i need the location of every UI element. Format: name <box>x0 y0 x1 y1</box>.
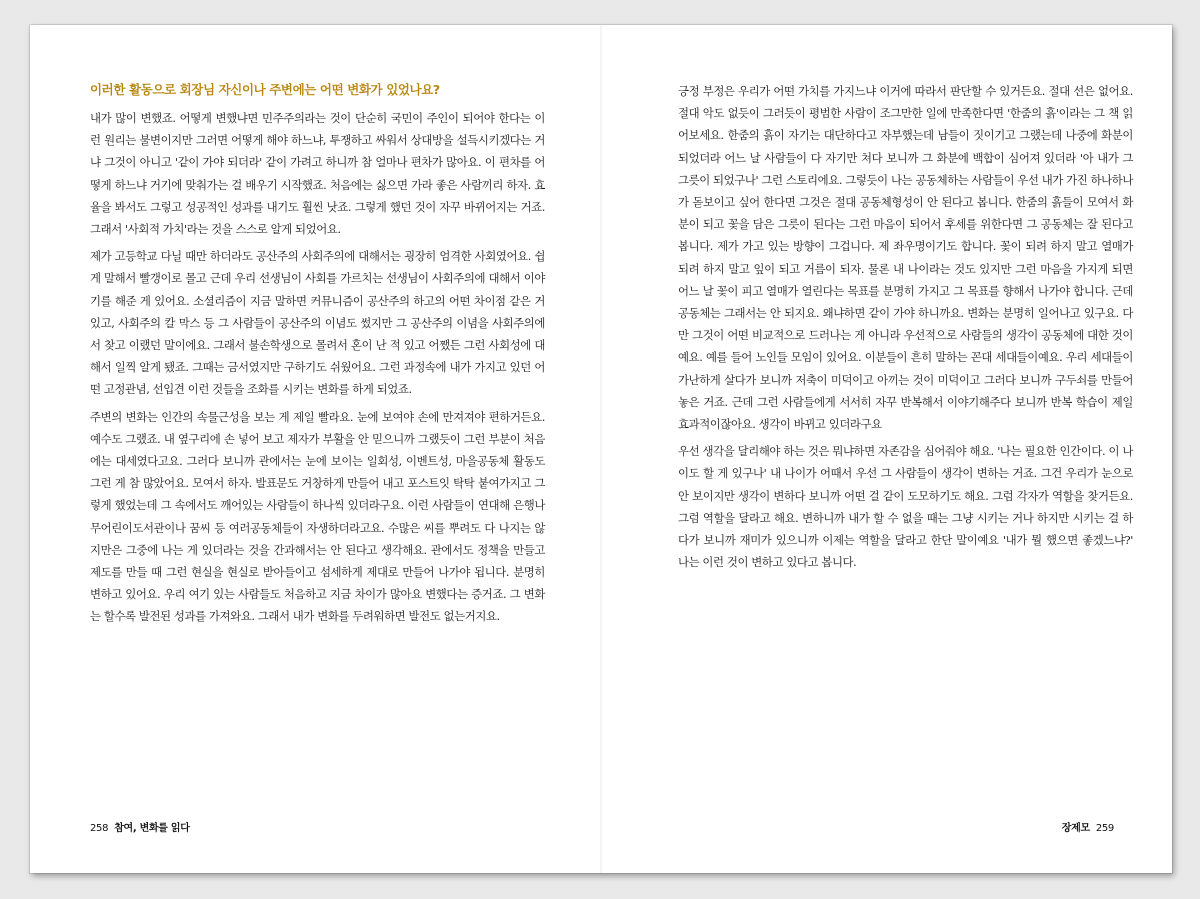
interview-question-heading: 이러한 활동으로 회장님 자신이나 주변에는 어떤 변화가 있었나요? <box>90 82 440 97</box>
right-page-footer <box>1062 819 1114 834</box>
book-title-running-footer: 참여, 변화를 읽다 <box>114 823 190 834</box>
answer-paragraph: 내가 많이 변했죠. 어떻게 변했냐면 민주주의라는 것이 단순히 국민이 주인이 되어야 한다는 이런 원리는 불변이지만 그러면 어떻게 해야 하느냐, 투쟁하고 싸워서 상대방을 설득시키겠다는 거냐 그것이 아니고 '같이 가야 되더라' 같이 가려고 하니까 참 얼마나 편차가 많아요. 이 편차를 어떻게 하느냐 거기에 맞춰가는 걸 배우기 시작했죠. 처음에는 싫으면 가라 좋은 사람끼리 하자. 효율을 봐서도 그렇고 성공적인 성과를 내기도 훨씬 낫죠. 그렇게 했던 것이 자꾸 바뀌어지는 거죠. 그래서 '사회적 가치'라는 것을 스스로 알게 되었어요. <box>90 111 545 237</box>
answer-paragraph: 주변의 변화는 인간의 속물근성을 보는 게 제일 빨라요. 눈에 보여야 손에 만져져야 편하거든요. 예수도 그랬죠. 내 옆구리에 손 넣어 보고 제자가 부활을 안 믿으니까 그랬듯이 그런 부분이 처음에는 대세였다고요. 그러다 보니까 관에서는 눈에 보이는 일회성, 이벤트성, 마을공동체 활동도 그런 게 참 많았어요. 모여서 하자. 발표문도 거창하게 만들어 내고 포스트잇 탁탁 붙여가지고 그렇게 했었는데 그 속에서도 깨어있는 사람들이 하나씩 있더라구요. 이런 사람들이 연대해 은행나무어린이도서관이나 꿈씨 등 여러공동체들이 자생하더라고요. 수많은 씨를 뿌려도 다 나지는 않지만은 그중에 나는 게 있더라는 것을 간과해서는 안 된다고 생각해요. 관에서도 정책을 만들고 제도를 만들 때 그런 현실을 현실로 받아들이고 섬세하게 제대로 만들어 나가야 됩니다. 분명히 변하고 있어요. 우리 여기 있는 사람들도 처음하고 지금 차이가 많아요 변했다는 증거죠. 그 변화는 할수록 발전된 성과를 가져와요. 그래서 내가 변화를 두려워하면 발전도 없는거지요. <box>90 409 545 624</box>
page-number: 259 <box>1095 823 1114 834</box>
left-page-footer <box>90 819 190 834</box>
interviewee-name-footer: 장제모 <box>1061 823 1090 834</box>
book-spread <box>30 25 1172 873</box>
answer-paragraph: 제가 고등학교 다닐 때만 하더라도 공산주의 사회주의에 대해서는 굉장히 엄격한 사회였어요. 쉽게 말해서 빨갱이로 몰고 근데 우리 선생님이 사회를 가르치는 선생님이 사회주의에 대해서 이야기를 해준 게 있어요. 소셜리즘이 지금 말하면 커뮤니즘이 공산주의 하고의 어떤 차이점 같은 거 있고, 사회주의 칼 막스 등 그 사람들이 공산주의 이념도 썼지만 그 공산주의 이념을 사회주의에서 찾고 이랬던 말이에요. 그래서 불손학생으로 몰려서 혼이 난 적 있고 어쨌든 그런 사회성에 대해서 일찍 알게 됐죠. 그때는 금서였지만 구하기도 쉬웠어요. 그런 과정속에 내가 가지고 있던 어떤 고정관념, 선입견 이런 것들을 조화를 시키는 변화를 하게 되었죠. <box>90 249 545 397</box>
answer-paragraph: 우선 생각을 달리해야 하는 것은 뭐냐하면 자존감을 심어줘야 해요. '나는 필요한 인간이다. 이 나이도 할 게 있구나' 내 나이가 어때서 우선 그 사람들이 생각이 변하는 거죠. 그건 우리가 눈으로 안 보이지만 생각이 변하다 보니까 어떤 걸 같이 도모하기도 해요. 그럼 각자가 역할을 찾거든요. 그럼 역할을 달라고 해요. 변하니까 내가 할 수 없을 때는 그냥 시키는 거나 하지만 시키는 걸 하다가 보니까 재미가 있으니까 이제는 역할을 달라고 한단 말이예요 '내가 뭘 했으면 좋겠느냐?' 나는 이런 것이 변하고 있다고 봅니다. <box>678 444 1133 570</box>
right-page <box>678 80 1133 578</box>
left-page <box>90 80 545 633</box>
page-number: 258 <box>90 823 109 834</box>
answer-paragraph: 긍정 부정은 우리가 어떤 가치를 가지느냐 이거에 따라서 판단할 수 있거든요. 절대 선은 없어요. 절대 악도 없듯이 그러듯이 평범한 사람이 조그만한 일에 만족한다면 '한줌의 흙'이라는 그 책 읽어보세요. 한줌의 흙이 자기는 대단하다고 자부했는데 남들이 짓이기고 그랬는데 나중에 화분이 되었더라 어느 날 사람들이 다 자기만 쳐다 보니까 그 화분에 백합이 심어져 있더라 '아 내가 그 그릇이 되었구나' 그런 스토리에요. 그렇듯이 나는 공동체하는 사람들이 우선 내가 가진 하나하나가 돋보이고 싶어 한다면 그것은 절대 공동체형성이 안 된다고 봅니다. 한줌의 흙들이 모여서 화분이 되고 꽃을 담은 그릇이 된다는 그런 마음이 되어서 후세를 위한다면 그 공동체는 잘 된다고 봅니다. 제가 가고 있는 방향이 그겁니다. 제 좌우명이기도 합니다. 꽃이 되려 하지 말고 열매가 되려 하지 말고 잎이 되고 거름이 되자. 물론 내 나이라는 것도 있지만 그런 마음을 가지게 되면 어느 날 꽃이 피고 열매가 열린다는 목표를 분명히 가지고 그 목표를 향해서 나가야 합니다. 근데 공동체는 그래서는 안 되지요. 왜냐하면 같이 가야 하니까요. 변화는 분명히 일어나고 있구요. 다만 그것이 어떤 비교적으로 드러나는 게 아니라 우선적으로 사람들의 생각이 공동체에 대한 것이예요. 예를 들어 노인들 모임이 있어요. 이분들이 흔히 말하는 꼰대 세대들이예요. 우리 세대들이 가난하게 살다가 보니까 저축이 미덕이고 아끼는 것이 미덕이고 그러다 보니까 구두쇠를 만들어 놓은 거죠. 근데 그런 사람들에게 서서히 자꾸 반복해서 이야기해주다 보니까 반복 학습이 제일 효과적이잖아요. 생각이 바뀌고 있더라구요 <box>678 84 1133 432</box>
book-gutter <box>600 25 602 873</box>
